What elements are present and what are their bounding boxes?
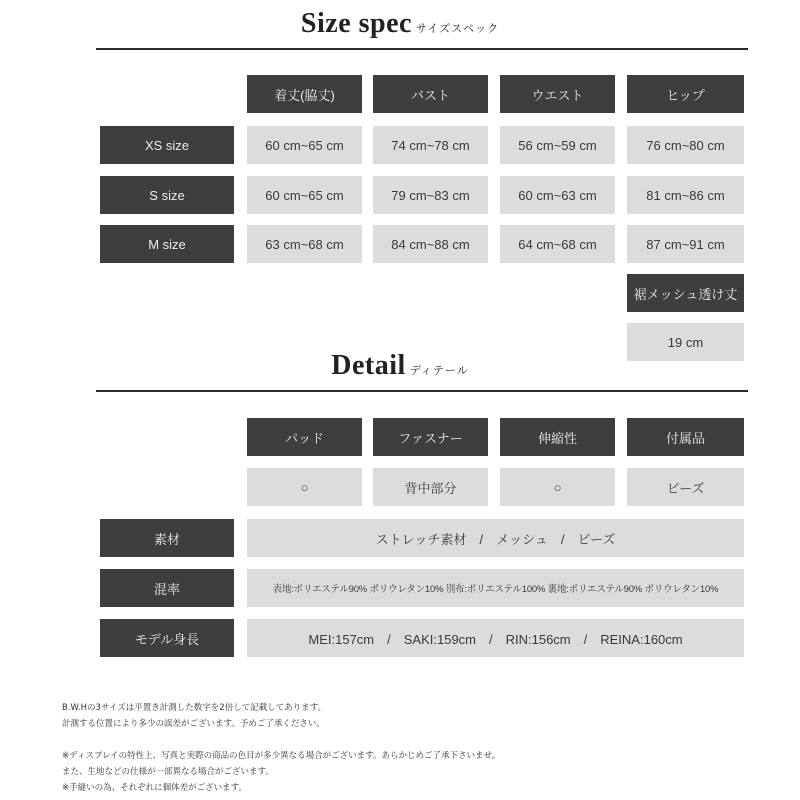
detail-header-zipper: ファスナー	[373, 418, 488, 456]
detail-cell: ○	[500, 468, 615, 506]
size-header-hip: ヒップ	[627, 75, 744, 113]
detail-material-value: ストレッチ素材 / メッシュ / ビーズ	[247, 519, 744, 557]
size-header-length: 着丈(脇丈)	[247, 75, 362, 113]
detail-row-label-material: 素材	[100, 519, 234, 557]
size-cell-mesh-length: 19 cm	[627, 323, 744, 361]
detail-cell: 背中部分	[373, 468, 488, 506]
size-cell: 64 cm~68 cm	[500, 225, 615, 263]
note-line: ※ディスプレイの特性上、写真と実際の商品の色目が多少異なる場合がございます。あらかじめご了承下さいませ。	[62, 751, 501, 761]
size-header-mesh-length: 裾メッシュ透け丈	[627, 274, 744, 312]
size-cell: 81 cm~86 cm	[627, 176, 744, 214]
detail-header-accessory: 付属品	[627, 418, 744, 456]
detail-cell: ビーズ	[627, 468, 744, 506]
size-cell: 76 cm~80 cm	[627, 126, 744, 164]
detail-cell: ○	[247, 468, 362, 506]
size-row-label-m: M size	[100, 225, 234, 263]
size-spec-title	[0, 8, 800, 40]
note-line: B.W.Hの3サイズは平置き計測した数字を2倍して記載してあります。	[62, 703, 327, 713]
size-spec-subheading: サイズスペック	[415, 22, 500, 35]
detail-row-label-composition: 混率	[100, 569, 234, 607]
size-cell: 79 cm~83 cm	[373, 176, 488, 214]
detail-composition-value: 表地:ポリエステル90% ポリウレタン10% 別布:ポリエステル100% 裏地:ポリエステル90% ポリウレタン10%	[247, 569, 744, 607]
size-spec-divider	[96, 48, 748, 50]
size-cell: 60 cm~63 cm	[500, 176, 615, 214]
size-cell: 87 cm~91 cm	[627, 225, 744, 263]
note-line: また、生地などの仕様が一部異なる場合がございます。	[62, 767, 274, 777]
size-cell: 84 cm~88 cm	[373, 225, 488, 263]
size-cell: 56 cm~59 cm	[500, 126, 615, 164]
size-row-label-s: S size	[100, 176, 234, 214]
detail-subheading: ディテール	[409, 364, 469, 377]
size-cell: 60 cm~65 cm	[247, 176, 362, 214]
size-header-waist: ウエスト	[500, 75, 615, 113]
notes	[62, 700, 500, 796]
detail-heading: Detail	[331, 350, 406, 381]
note-line: ※手縫いの為、それぞれに個体差がございます。	[62, 783, 247, 793]
note-line: 計測する位置により多少の誤差がございます。予めご了承ください。	[62, 719, 325, 729]
detail-title	[0, 350, 800, 382]
size-row-label-xs: XS size	[100, 126, 234, 164]
size-cell: 74 cm~78 cm	[373, 126, 488, 164]
size-header-bust: バスト	[373, 75, 488, 113]
detail-header-pad: パッド	[247, 418, 362, 456]
size-cell: 63 cm~68 cm	[247, 225, 362, 263]
detail-header-stretch: 伸縮性	[500, 418, 615, 456]
detail-divider	[96, 390, 748, 392]
size-cell: 60 cm~65 cm	[247, 126, 362, 164]
detail-row-label-model-height: モデル身長	[100, 619, 234, 657]
size-spec-heading: Size spec	[300, 8, 412, 39]
detail-model-height-value: MEI:157cm / SAKI:159cm / RIN:156cm / REINA:160cm	[247, 619, 744, 657]
